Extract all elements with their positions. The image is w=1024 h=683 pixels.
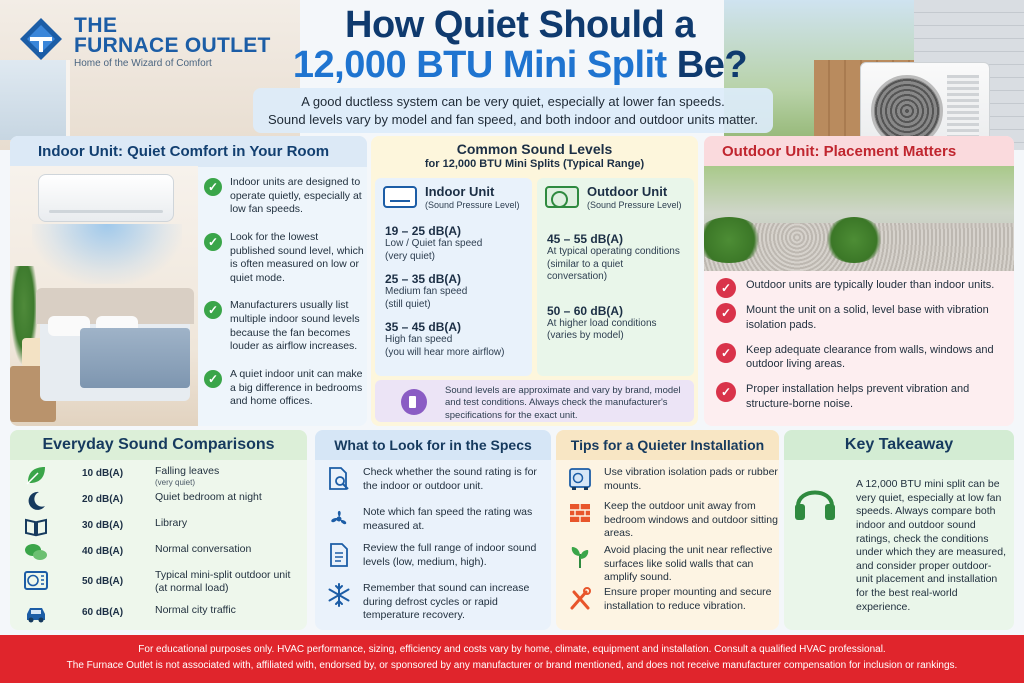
outdoor-check-item: ✓ Mount the unit on a solid, level base with vibration isolation pads. <box>716 303 1010 332</box>
outdoor-check-item: ✓ Outdoor units are typically louder than indoor units. <box>716 278 1010 292</box>
logo-line-1: THE <box>74 14 118 37</box>
indoor-panel-heading: Indoor Unit: Quiet Comfort in Your Room <box>10 136 367 167</box>
indoor-check-item: ✓ Look for the lowest published sound level, which is often measured on low or quiet mode. <box>204 231 364 286</box>
comparison-row: 50 dB(A) Typical mini-split outdoor unit (at normal load) <box>10 566 307 598</box>
sound-level-entry: 45 – 55 dB(A) At typical operating conditions (similar to a quiet conversation) <box>547 232 680 282</box>
comparison-row: 40 dB(A) Normal conversation <box>10 540 307 566</box>
logo-line-2: FURNACE OUTLET <box>74 34 271 57</box>
moon-icon <box>24 490 48 512</box>
sound-level-entry: 35 – 45 dB(A) High fan speed (you will hear more airflow) <box>385 320 505 358</box>
check-icon: ✓ <box>204 370 222 388</box>
logo-tagline: Home of the Wizard of Comfort <box>74 58 212 69</box>
outdoor-check-item: ✓ Keep adequate clearance from walls, windows and outdoor living areas. <box>716 343 1010 372</box>
car-icon <box>24 603 48 625</box>
page-title <box>240 6 800 86</box>
key-takeaway-text: A 12,000 BTU mini split can be very quiet, especially at low fan speeds. Always compare both indoor and outdoor sound ratings, check the conditions under which they are measured, and consider proper outdoor-unit placement and installation for the best real-world experience. <box>856 478 1006 613</box>
disclaimer-footer <box>0 635 1024 683</box>
bedroom-image <box>10 166 198 426</box>
title-line-1: How Quiet Should a <box>345 4 695 46</box>
document-icon <box>327 542 351 568</box>
specs-panel: What to Look for in the Specs Check whether the sound rating is for the indoor or outdoor unit. Note which fan speed the rating was measured at. Review the full range of indoor sound levels (low, medium, high). Remember that sound can increase during defrost cycles or rapid temperature recovery. <box>315 430 551 630</box>
comparison-row: 10 dB(A) Falling leaves (very quiet) <box>10 462 307 488</box>
airflow-graphic <box>32 224 182 284</box>
outdoor-unit-icon <box>24 570 48 592</box>
outdoor-checklist <box>716 278 1010 422</box>
subtitle-line-2: Sound levels vary by model and fan speed, and both indoor and outdoor units matter. <box>268 111 758 127</box>
indoor-check-item: ✓ A quiet indoor unit can make a big difference in bedrooms and home offices. <box>204 368 364 409</box>
outdoor-levels-column <box>537 178 694 376</box>
comparison-row: 30 dB(A) Library <box>10 514 307 540</box>
outdoor-check-item: ✓ Proper installation helps prevent vibration and structure-borne noise. <box>716 382 1010 411</box>
disclaimer-line-2: The Furnace Outlet is not associated with, affiliated with, endorsed by, or sponsored by any manufacturer or brand mentioned, and does not receive manufacturer compensation for inclusion or rankings. <box>66 659 958 671</box>
outdoor-column-title: Outdoor Unit <box>587 184 668 199</box>
indoor-ac-unit-image <box>38 174 174 222</box>
check-icon: ✓ <box>204 178 222 196</box>
indoor-check-item: ✓ Indoor units are designed to operate quietly, especially at low fan speeds. <box>204 176 364 217</box>
check-icon: ✓ <box>716 303 736 323</box>
logo-mark-icon <box>18 16 64 62</box>
indoor-check-item: ✓ Manufacturers usually list multiple indoor sound levels because the fan becomes louder as airflow increases. <box>204 299 364 354</box>
check-icon: ✓ <box>204 301 222 319</box>
check-icon: ✓ <box>716 382 736 402</box>
indoor-unit-panel <box>10 136 367 426</box>
logo[interactable] <box>18 14 271 69</box>
check-icon: ✓ <box>204 233 222 251</box>
common-levels-subheading: for 12,000 BTU Mini Splits (Typical Range) <box>424 158 645 170</box>
page-subtitle <box>253 88 773 133</box>
installation-tips-panel: Tips for a Quieter Installation Use vibration isolation pads or rubber mounts. Keep the outdoor unit away from bedroom windows and outdoor sitting areas. Avoid placing the unit near reflective surfaces like solid walls that can amplify sound. Ensure proper mounting and secure installation to reduce vibration. <box>556 430 779 630</box>
comparison-row: 20 dB(A) Quiet bedroom at night <box>10 488 307 514</box>
indoor-checklist <box>204 176 364 409</box>
check-icon: ✓ <box>716 278 736 298</box>
book-icon <box>24 516 48 538</box>
indoor-levels-column <box>375 178 532 376</box>
sound-level-entry: 50 – 60 dB(A) At higher load conditions (varies by model) <box>547 303 657 341</box>
key-heading: Key Takeaway <box>784 430 1014 460</box>
check-icon: ✓ <box>716 343 736 363</box>
note-text: Sound levels are approximate and vary by brand, model and test conditions. Always check the manufacturer's specifications for the exact unit. <box>445 385 681 421</box>
indoor-unit-icon <box>383 186 417 208</box>
speaker-icon <box>401 389 427 415</box>
common-levels-heading: Common Sound Levels <box>456 141 613 157</box>
leaf-icon <box>24 464 48 486</box>
outdoor-unit-icon <box>545 186 579 208</box>
bed-image <box>40 316 190 401</box>
outdoor-column-subtitle: (Sound Pressure Level) <box>587 200 682 210</box>
title-line-2 <box>240 43 800 86</box>
yard-image <box>704 166 1014 271</box>
tips-heading: Tips for a Quieter Installation <box>556 430 779 460</box>
tools-icon <box>568 586 592 612</box>
title-line-2-highlight: 12,000 BTU Mini Split <box>292 43 667 86</box>
fan-icon <box>327 506 351 532</box>
everyday-heading: Everyday Sound Comparisons <box>10 430 307 460</box>
common-sound-levels-panel <box>371 136 698 426</box>
title-line-2-end: Be? <box>666 43 748 86</box>
document-search-icon <box>327 466 351 492</box>
subtitle-line-1: A good ductless system can be very quiet, especially at lower fan speeds. <box>301 94 725 109</box>
pad-icon <box>568 466 592 492</box>
indoor-column-subtitle: (Sound Pressure Level) <box>425 200 520 210</box>
brick-wall-icon <box>568 500 592 526</box>
sound-level-entry: 19 – 25 dB(A) Low / Quiet fan speed (very quiet) <box>385 224 483 262</box>
comparison-row: 60 dB(A) Normal city traffic <box>10 601 307 627</box>
headphones-icon <box>792 478 838 524</box>
plant-icon <box>568 544 592 570</box>
key-takeaway-panel <box>784 430 1014 630</box>
outdoor-unit-panel <box>704 136 1014 426</box>
indoor-column-title: Indoor Unit <box>425 184 495 199</box>
outdoor-panel-heading: Outdoor Unit: Placement Matters <box>704 136 1014 167</box>
sound-level-entry: 25 – 35 dB(A) Medium fan speed (still quiet) <box>385 272 468 310</box>
chat-icon <box>24 542 48 564</box>
window-background <box>0 60 70 140</box>
sound-levels-note <box>375 380 694 422</box>
snowflake-icon <box>327 582 351 608</box>
everyday-comparisons-panel <box>10 430 307 630</box>
disclaimer-line-1: For educational purposes only. HVAC performance, sizing, efficiency and costs vary by home, climate, equipment and installation. Consult a qualified HVAC professional. <box>138 644 886 655</box>
specs-heading: What to Look for in the Specs <box>315 430 551 460</box>
